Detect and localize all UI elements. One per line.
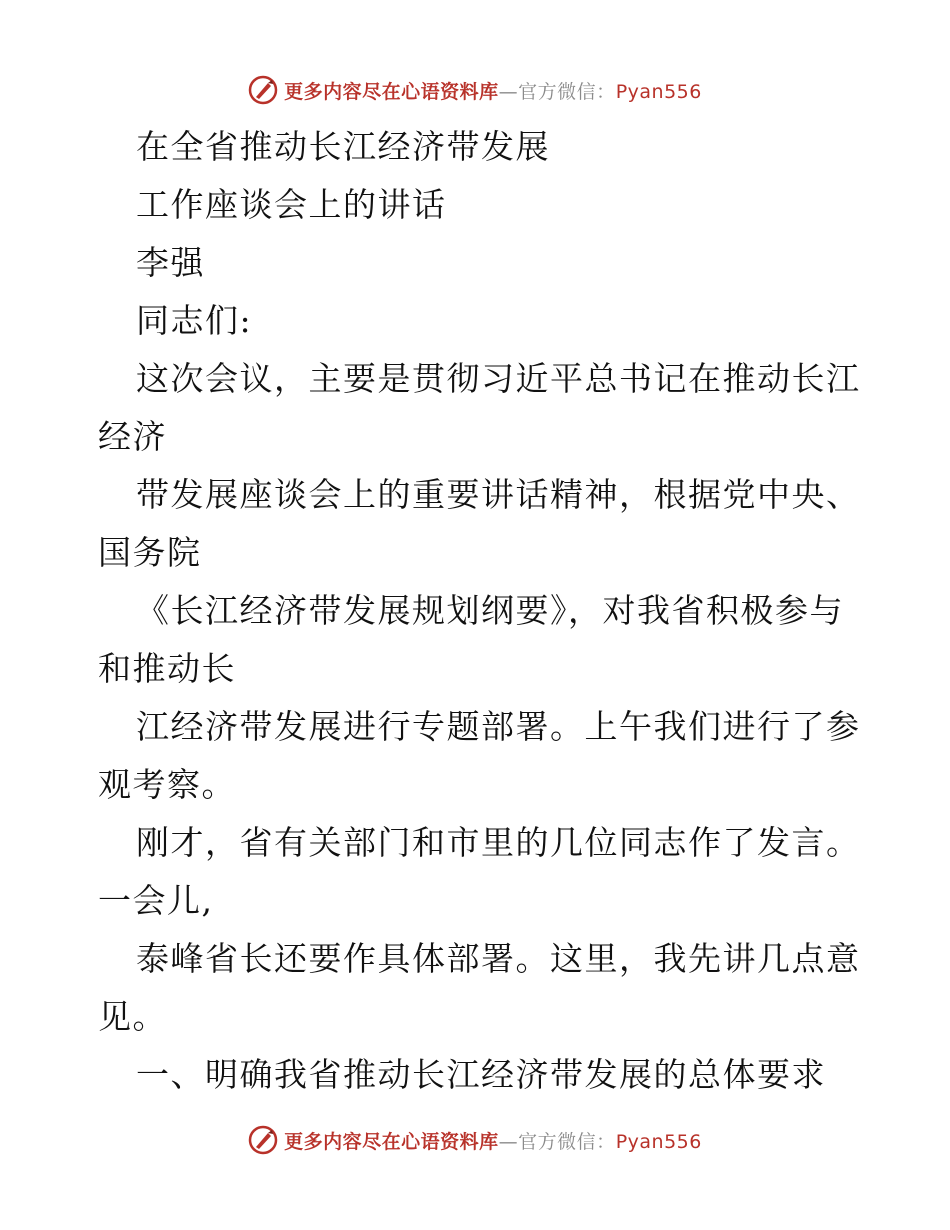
text-line: 和推动长 bbox=[98, 649, 236, 688]
watermark-brand: 更多内容尽在心语资料库 bbox=[284, 80, 499, 103]
text-line: 带发展座谈会上的重要讲话精神，根据党中央、 bbox=[136, 475, 861, 514]
watermark-separator: — bbox=[498, 80, 519, 103]
text-line: 一会儿, bbox=[98, 881, 214, 920]
text-line: 国务院 bbox=[98, 533, 202, 572]
text-line: 李强 bbox=[136, 243, 205, 282]
watermark-brand: 更多内容尽在心语资料库 bbox=[284, 1130, 499, 1153]
text-line: 刚才，省有关部门和市里的几位同志作了发言。 bbox=[136, 823, 861, 862]
watermark-wechat-id: Pyan556 bbox=[615, 1130, 702, 1153]
text-line: 同志们: bbox=[136, 301, 253, 340]
watermark-wechat-id: Pyan556 bbox=[615, 80, 702, 103]
text-line: 江经济带发展进行专题部署。上午我们进行了参 bbox=[136, 707, 861, 746]
quill-logo-icon bbox=[248, 1125, 278, 1155]
watermark-official-label: 官方微信： bbox=[518, 1130, 616, 1153]
footer-watermark bbox=[0, 1120, 950, 1160]
text-line: 观考察。 bbox=[98, 765, 236, 804]
text-line: 经济 bbox=[98, 417, 167, 456]
text-line: 《长江经济带发展规划纲要》，对我省积极参与 bbox=[136, 591, 844, 630]
document-body bbox=[98, 118, 868, 1104]
header-watermark bbox=[0, 70, 950, 110]
watermark-text bbox=[284, 1127, 702, 1154]
text-line: 在全省推动长江经济带发展 bbox=[136, 127, 550, 166]
text-line: 见。 bbox=[98, 997, 167, 1036]
text-line: 泰峰省长还要作具体部署。这里，我先讲几点意 bbox=[136, 939, 861, 978]
text-line: 工作座谈会上的讲话 bbox=[136, 185, 447, 224]
text-line: 一、明确我省推动长江经济带发展的总体要求 bbox=[136, 1055, 826, 1094]
quill-logo-icon bbox=[248, 75, 278, 105]
watermark-text bbox=[284, 77, 702, 104]
watermark-separator: — bbox=[498, 1130, 519, 1153]
watermark-official-label: 官方微信： bbox=[518, 80, 616, 103]
text-line: 这次会议，主要是贯彻习近平总书记在推动长江 bbox=[136, 359, 861, 398]
